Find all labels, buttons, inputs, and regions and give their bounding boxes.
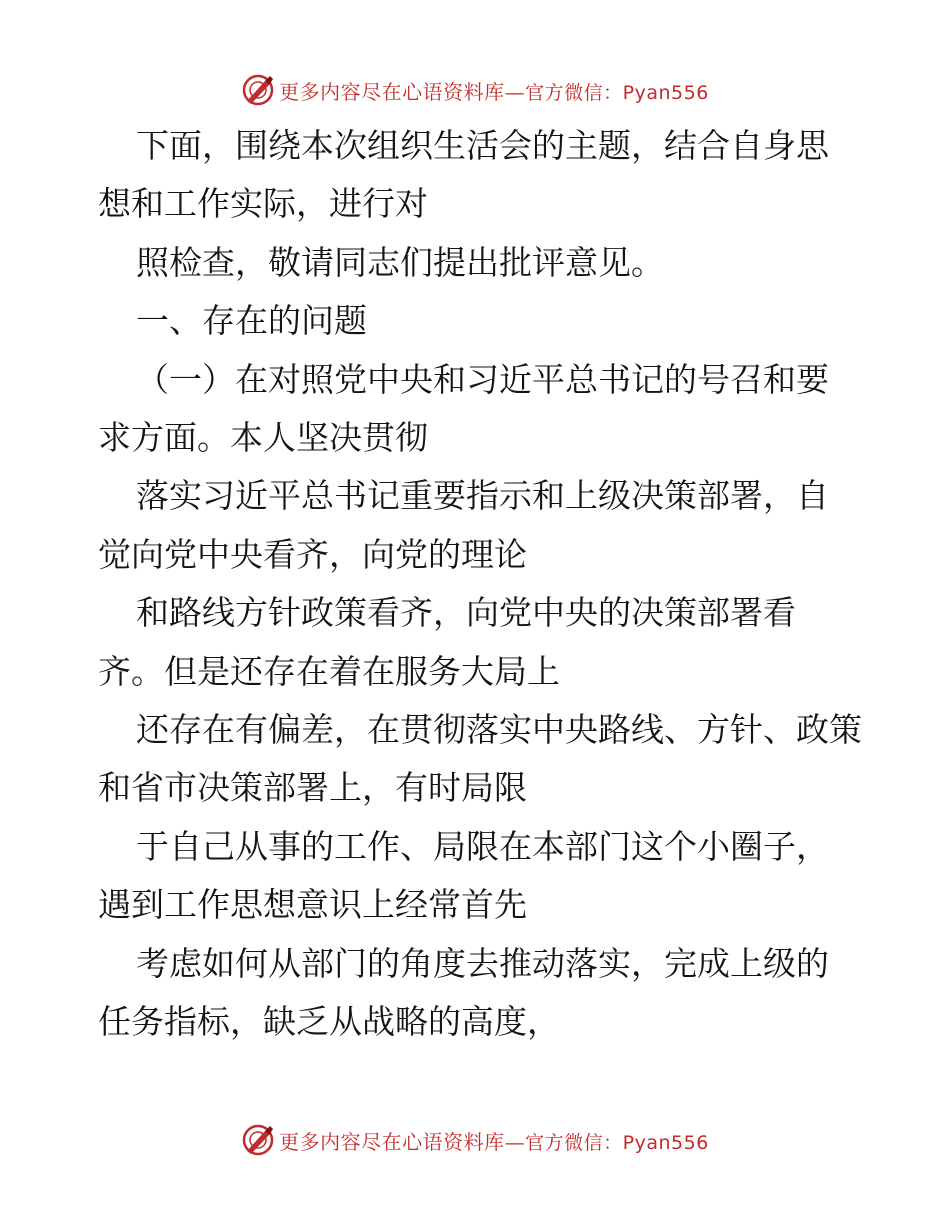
footer-banner-text	[279, 1126, 709, 1155]
footer-banner-wechat: 官方微信：Pyan556	[525, 1131, 709, 1154]
text-line: 于自己从事的工作、局限在本部门这个小圈子，	[136, 826, 829, 866]
text-line: 齐。但是还存在着在服务大局上	[98, 651, 560, 691]
text-line: 落实习近平总书记重要指示和上级决策部署，自	[136, 476, 829, 516]
text-line: 考虑如何从部门的角度去推动落实，完成上级的	[136, 943, 829, 983]
text-line: 任务指标，缺乏从战略的高度，	[98, 1002, 560, 1042]
text-line: 想和工作实际，进行对	[98, 184, 428, 224]
text-line: 遇到工作思想意识上经常首先	[98, 885, 527, 925]
header-banner-wechat: 官方微信：Pyan556	[525, 81, 709, 104]
section-heading: 一、存在的问题	[136, 301, 367, 341]
header-banner-title: 更多内容尽在心语资料库	[279, 79, 505, 104]
text-line: 和路线方针政策看齐，向党中央的决策部署看	[136, 593, 796, 633]
text-line: （一）在对照党中央和习近平总书记的号召和要	[136, 359, 829, 399]
footer-banner-title: 更多内容尽在心语资料库	[279, 1129, 505, 1154]
header-banner	[0, 70, 950, 110]
text-line: 照检查，敬请同志们提出批评意见。	[136, 242, 664, 282]
text-line: 求方面。本人坚决贯彻	[98, 418, 428, 458]
text-line: 觉向党中央看齐，向党的理论	[98, 534, 527, 574]
footer-banner-dash: —	[504, 1129, 526, 1154]
header-banner-text	[279, 76, 709, 105]
text-line: 下面，围绕本次组织生活会的主题，结合自身思	[136, 126, 829, 165]
footer-banner	[0, 1120, 950, 1160]
pen-logo-icon	[241, 1123, 275, 1157]
text-line: 还存在有偏差，在贯彻落实中央路线、方针、政策	[136, 710, 862, 750]
text-line: 和省市决策部署上，有时局限	[98, 768, 527, 808]
pen-logo-icon	[241, 73, 275, 107]
header-banner-dash: —	[504, 79, 526, 104]
document-body	[98, 117, 862, 1052]
